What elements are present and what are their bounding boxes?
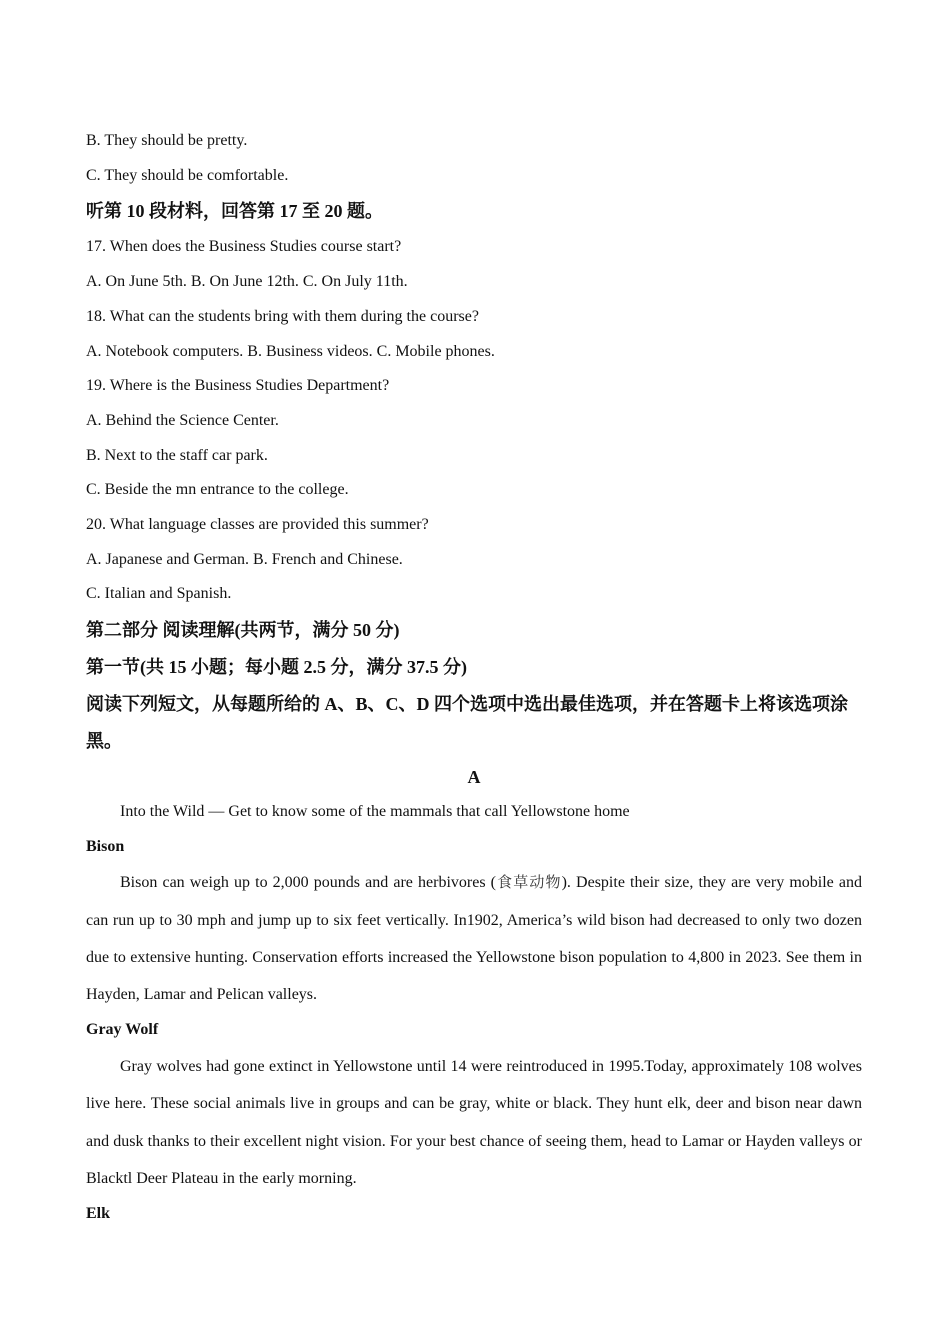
bison-text-after: ). Despite their size, they are very mobile and can run up to 30 mph and jump up to six feet vertically. In1902, America’s wild bison had decreased to only two dozen due to extensive hunting. Conservation efforts increased the Yellowstone bison population to 4,800 in 2023. See them in Hayden, Lamar and Pelican valleys. <box>86 874 862 1004</box>
q19-option-a: A. Behind the Science Center. <box>86 411 279 429</box>
q18-options: A. Notebook computers. B. Business videos. C. Mobile phones. <box>86 342 495 360</box>
part2-section1-heading: 第一节(共 15 小题；每小题 2.5 分，满分 37.5 分) <box>86 657 467 678</box>
q19-option-b: B. Next to the staff car park. <box>86 446 268 464</box>
part2-heading: 第二部分 阅读理解(共两节，满分 50 分) <box>86 620 400 641</box>
q19-question: 19. Where is the Business Studies Department? <box>86 377 390 395</box>
q20-option-c: C. Italian and Spanish. <box>86 585 232 603</box>
passage-intro: Into the Wild — Get to know some of the mammals that call Yellowstone home <box>120 802 630 820</box>
gray-wolf-title: Gray Wolf <box>86 1021 159 1039</box>
q17-options: A. On June 5th. B. On June 12th. C. On July 11th. <box>86 273 408 291</box>
passage-label: A <box>467 767 481 788</box>
q20-question: 20. What language classes are provided this summer? <box>86 516 429 534</box>
document-page <box>86 124 862 1232</box>
reading-instruction: 阅读下列短文，从每题所给的 A、B、C、D 四个选项中选出最佳选项，并在答题卡上将该选项涂黑。 <box>86 694 848 752</box>
q18-question: 18. What can the students bring with them during the course? <box>86 307 479 325</box>
bison-text-before: Bison can weigh up to 2,000 pounds and are herbivores ( <box>120 874 496 892</box>
bison-title: Bison <box>86 837 125 855</box>
q19-option-c: C. Beside the mn entrance to the college. <box>86 481 349 499</box>
gray-wolf-paragraph: Gray wolves had gone extinct in Yellowstone until 14 were reintroduced in 1995.Today, approximately 108 wolves live here. These social animals live in groups and can be gray, white or black. They hunt elk, deer and bison near dawn and dusk thanks to their excellent night vision. For your best chance of seeing them, head to Lamar or Hayden valleys or Blacktl Deer Plateau in the early morning. <box>86 1058 862 1188</box>
q16-option-c: C. They should be comfortable. <box>86 166 289 184</box>
q17-question: 17. When does the Business Studies course start? <box>86 238 402 256</box>
section10-heading: 听第 10 段材料，回答第 17 至 20 题。 <box>86 201 383 222</box>
bison-gloss: 食草动物 <box>496 873 562 892</box>
elk-title: Elk <box>86 1205 111 1223</box>
q20-options-ab: A. Japanese and German. B. French and Chinese. <box>86 550 403 568</box>
bison-paragraph <box>86 864 862 1013</box>
q16-option-b: B. They should be pretty. <box>86 132 248 149</box>
